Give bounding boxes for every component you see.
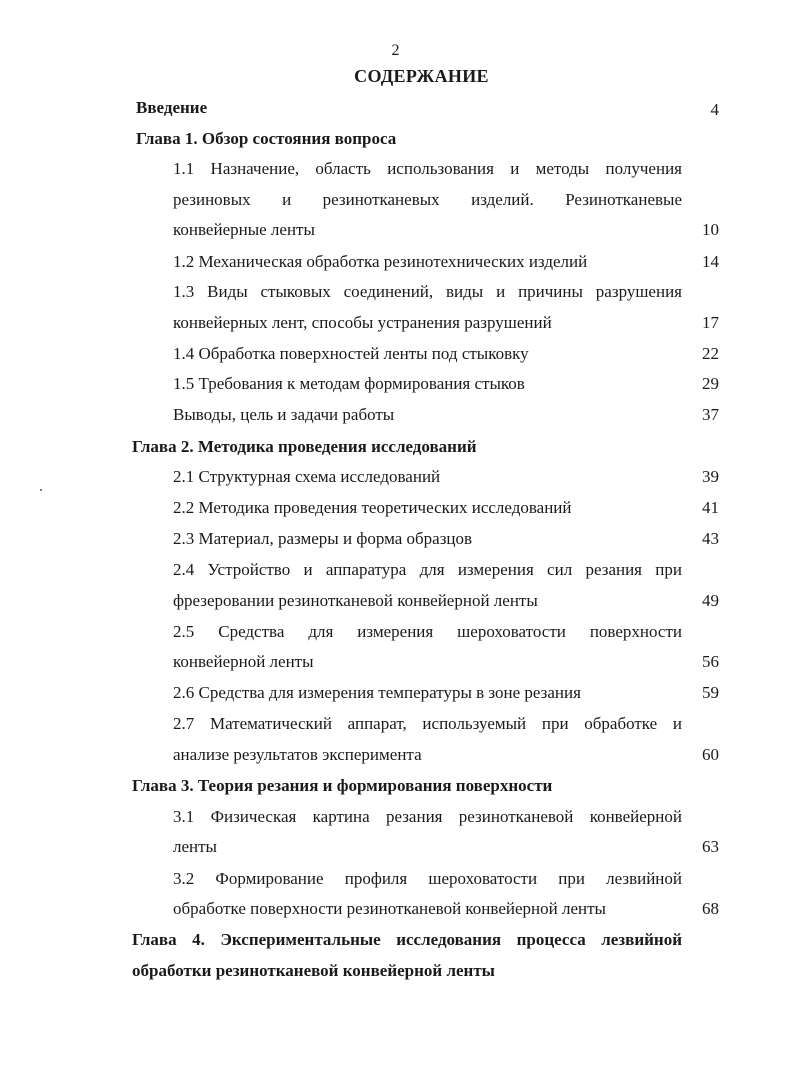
toc-entry-1-3-line2: конвейерных лент, способы устранения разрушений [173, 313, 552, 332]
toc-entry-1-1-line1: 1.1 Назначение, область использования и методы получения [173, 159, 682, 178]
toc-entry-intro: Введение [136, 98, 208, 117]
toc-page-1-2: 14 [702, 252, 719, 271]
toc-page-3-1: 63 [702, 837, 719, 856]
toc-entry-2-7-line1: 2.7 Математический аппарат, используемый при обработке и [173, 714, 682, 733]
toc-chapter-2: Глава 2. Методика проведения исследований [132, 437, 477, 456]
toc-page-intro: 4 [710, 100, 719, 119]
toc-chapter-3: Глава 3. Теория резания и формирования поверхности [132, 776, 553, 795]
toc-entry-1-1-line3: конвейерные ленты [173, 220, 315, 239]
toc-chapter-4-line1: Глава 4. Экспериментальные исследования процесса лезвийной [132, 930, 682, 949]
toc-page-conclusions-1: 37 [702, 405, 719, 424]
toc-page-2-7: 60 [702, 745, 719, 764]
toc-entry-2-2: 2.2 Методика проведения теоретических исследований [173, 498, 572, 517]
toc-entry-1-3-line1: 1.3 Виды стыковых соединений, виды и причины разрушения [173, 282, 682, 301]
toc-page-3-2: 68 [702, 899, 719, 918]
toc-page-2-4: 49 [702, 591, 719, 610]
toc-page-2-2: 41 [702, 498, 719, 517]
toc-chapter-1: Глава 1. Обзор состояния вопроса [136, 129, 397, 148]
toc-page-1-1: 10 [702, 220, 719, 239]
toc-entry-1-1-line2: резиновых и резинотканевых изделий. Резинотканевые [173, 190, 682, 209]
toc-page-2-3: 43 [702, 529, 719, 548]
toc-entry-3-1-line2: ленты [173, 837, 217, 856]
toc-page-1-4: 22 [702, 344, 719, 363]
toc-entry-1-5: 1.5 Требования к методам формирования стыков [173, 374, 525, 393]
toc-entry-2-3: 2.3 Материал, размеры и форма образцов [173, 529, 473, 548]
toc-entry-2-5-line2: конвейерной ленты [173, 652, 314, 671]
toc-page-1-5: 29 [702, 374, 719, 393]
toc-entry-2-7-line2: анализе результатов эксперимента [173, 745, 422, 764]
toc-entry-2-4-line2: фрезеровании резинотканевой конвейерной ленты [173, 591, 538, 610]
toc-page-1-3: 17 [702, 313, 719, 332]
page-number: 2 [391, 42, 400, 59]
toc-page-2-6: 59 [702, 683, 719, 702]
toc-chapter-4-line2: обработки резинотканевой конвейерной ленты [132, 961, 495, 980]
toc-entry-2-5-line1: 2.5 Средства для измерения шероховатости поверхности [173, 622, 682, 641]
toc-entry-1-4: 1.4 Обработка поверхностей ленты под стыковку [173, 344, 529, 363]
toc-entry-2-1: 2.1 Структурная схема исследований [173, 467, 441, 486]
page-title: СОДЕРЖАНИЕ [354, 66, 489, 86]
toc-entry-conclusions-1: Выводы, цель и задачи работы [173, 405, 395, 424]
toc-page-2-5: 56 [702, 652, 719, 671]
toc-entry-2-4-line1: 2.4 Устройство и аппаратура для измерения сил резания при [173, 560, 682, 579]
toc-entry-2-6: 2.6 Средства для измерения температуры в зоне резания [173, 683, 581, 702]
toc-entry-3-2-line1: 3.2 Формирование профиля шероховатости при лезвийной [173, 869, 682, 888]
toc-entry-1-2: 1.2 Механическая обработка резинотехнических изделий [173, 252, 588, 271]
toc-entry-3-1-line1: 3.1 Физическая картина резания резинотканевой конвейерной [173, 807, 682, 826]
scan-speck [40, 489, 42, 491]
toc-page-2-1: 39 [702, 467, 719, 486]
toc-entry-3-2-line2: обработке поверхности резинотканевой конвейерной ленты [173, 899, 606, 918]
